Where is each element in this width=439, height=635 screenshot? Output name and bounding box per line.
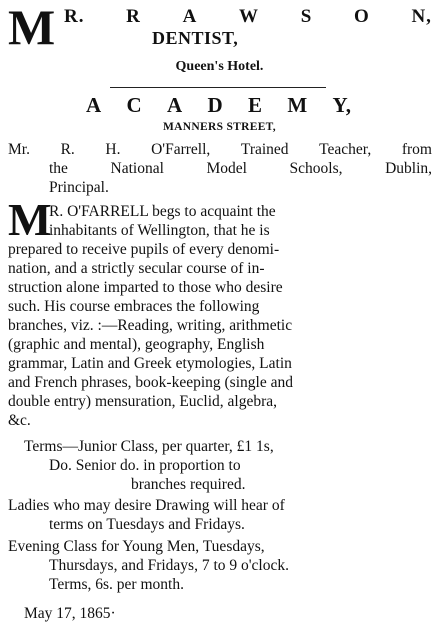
body-line: and French phrases, book-keeping (single and (8, 374, 293, 391)
teacher-line: Principal. (49, 179, 109, 196)
body-line: grammar, Latin and Greek etymologies, Latin (8, 355, 292, 372)
word: Dublin, (385, 160, 432, 177)
body-line: double entry) mensuration, Euclid, algebra, (8, 393, 278, 410)
word: Schools, (289, 160, 343, 177)
body-line: prepared to receive pupils of every denomi- (8, 241, 280, 258)
evening-line: Thursdays, and Fridays, 7 to 9 o'clock. (49, 557, 289, 574)
dentist-advertisement (0, 0, 439, 92)
word: R. (60, 141, 75, 158)
ladies-line: Ladies who may desire Drawing will hear of (8, 497, 285, 514)
body-line: &c. (8, 412, 31, 429)
academy-heading-letter: Y, (332, 93, 351, 117)
dentist-name-letter: N, (411, 6, 432, 27)
word: O'Farrell, (151, 141, 211, 158)
body-line: branches, viz. :—Reading, writing, arithmetic (8, 317, 293, 334)
teacher-line (8, 141, 432, 158)
academy-street: MANNERS STREET, (163, 121, 276, 133)
academy-heading-letters (86, 93, 351, 118)
dentist-name-letter: R. (64, 6, 85, 27)
academy-heading-letter: M (287, 93, 308, 117)
word: the (49, 160, 68, 177)
dentist-address: Queen's Hotel. (175, 59, 264, 74)
word: National (110, 160, 164, 177)
evening-line: Evening Class for Young Men, Tuesdays, (8, 538, 265, 555)
dentist-name (64, 6, 432, 28)
word: from (401, 141, 432, 158)
academy-heading-letter: D (207, 93, 223, 117)
academy-heading-letter: C (126, 93, 142, 117)
academy-heading-letter: E (248, 93, 263, 117)
word: H. (105, 141, 121, 158)
body-line: such. His course embraces the following (8, 298, 260, 315)
dentist-title: DENTIST, (152, 28, 239, 48)
academy-heading-letter: A (86, 93, 102, 117)
dentist-name-letters (64, 6, 432, 28)
ladies-line: terms on Tuesdays and Fridays. (49, 516, 245, 533)
academy-heading (86, 93, 351, 118)
body-line: R. O'FARRELL begs to acquaint the (49, 203, 276, 220)
dentist-name-letter: O (353, 6, 370, 27)
word: Trained (240, 141, 289, 158)
date-line: May 17, 1865· (24, 605, 116, 622)
drop-initial: M (8, 194, 52, 245)
dentist-initial: M (8, 0, 56, 55)
dentist-name-letter: W (239, 6, 260, 27)
terms-line: branches required. (131, 476, 246, 493)
body-line: nation, and a strictly secular course of in- (8, 260, 265, 277)
terms-line: Do. Senior do. in proportion to (49, 457, 241, 474)
dentist-name-letter: R (126, 6, 141, 27)
word: Mr. (8, 141, 30, 158)
evening-line: Terms, 6s. per month. (49, 576, 184, 593)
dentist-name-letter: A (182, 6, 198, 27)
body-line: struction alone imparted to those who desire (8, 279, 283, 296)
word: Model (206, 160, 247, 177)
body-line: inhabitants of Wellington, that he is (49, 222, 270, 239)
academy-heading-letter: A (167, 93, 183, 117)
terms-line: Terms—Junior Class, per quarter, £1 1s, (24, 438, 274, 455)
word: Teacher, (319, 141, 372, 158)
body-line: (graphic and mental), geography, English (8, 336, 265, 353)
teacher-line (49, 160, 432, 177)
separator-rule (110, 87, 326, 88)
dentist-name-letter: S (300, 6, 313, 27)
